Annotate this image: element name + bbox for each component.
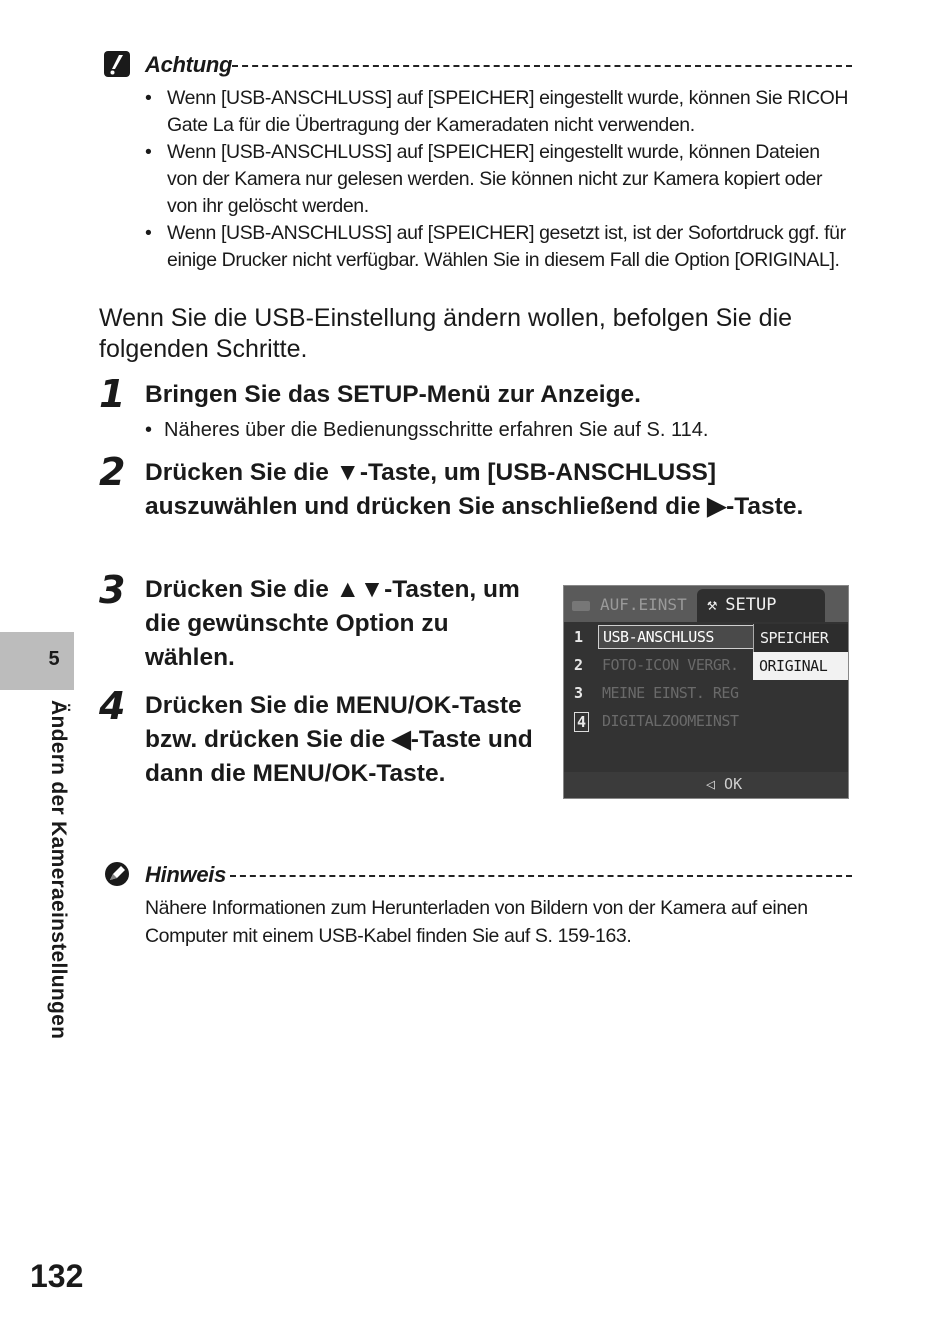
step-number: 4 [99, 684, 126, 728]
tab-auf-einst [572, 592, 700, 618]
hinweis-text: Nähere Informationen zum Herunterladen von Bildern von der Kamera auf einen Computer mit einem USB-Kabel finden Sie auf S. 159-163. [145, 897, 808, 947]
menu-row [564, 708, 848, 736]
step-subtext: • Näheres über die Bedienungsschritte erfahren Sie auf S. 114. [145, 417, 708, 443]
list-item: • Wenn [USB-ANSCHLUSS] auf [SPEICHER] eingestellt wurde, können Sie RICOH Gate La für die Übertragung der Kameradaten nicht verwenden. [145, 85, 850, 139]
list-item: • Wenn [USB-ANSCHLUSS] auf [SPEICHER] eingestellt wurde, können Dateien von der Kamera nur gelesen werden. Sie können nicht zur Kamera kopiert oder von ihr gelöscht werden. [145, 139, 850, 220]
ok-hint: ◁ OK [706, 775, 743, 793]
achtung-title: Achtung [145, 52, 233, 77]
step-number: 3 [99, 568, 126, 612]
step-number: 1 [99, 372, 126, 416]
step-text: Bringen Sie das SETUP-Menü zur Anzeige. [145, 381, 641, 408]
achtung-header [104, 51, 852, 79]
list-item: • Wenn [USB-ANSCHLUSS] auf [SPEICHER] gesetzt ist, ist der Sofortdruck ggf. für einige Drucker nicht verfügbar. Wählen Sie in diesem Fall die Option [ORIGINAL]. [145, 220, 850, 274]
chapter-number-text: 5 [48, 648, 60, 670]
chapter-title-text: Ändern der Kameraeinstellungen [47, 700, 70, 1040]
intro-text: Wenn Sie die USB-Einstellung ändern wollen, befolgen Sie die folgenden Schritte. [99, 304, 793, 363]
caution-icon [104, 51, 130, 77]
row-label: USB-ANSCHLUSS [598, 625, 754, 649]
achtung-list [145, 85, 850, 274]
step-text: Drücken Sie die MENU/OK-Taste bzw. drücken Sie die ◀-Taste und dann die MENU/OK-Taste. [145, 692, 533, 787]
tab-label: AUF.EINST [600, 595, 687, 614]
option-speicher: SPEICHER [753, 624, 848, 652]
screen-footer [564, 772, 848, 798]
row-label: FOTO-ICON VERGR. [602, 656, 739, 674]
page-number: 132 [30, 1258, 84, 1294]
row-index: 3 [574, 684, 584, 702]
divider [232, 65, 852, 67]
option-list [753, 624, 848, 680]
tab-label: SETUP [725, 595, 777, 615]
wrench-icon: ⚒ [707, 595, 718, 615]
menu-tab-bar [564, 586, 848, 622]
row-label: MEINE EINST. REG [602, 684, 739, 702]
option-original: ORIGINAL [753, 652, 848, 680]
hinweis-title: Hinweis [145, 862, 227, 887]
row-label: DIGITALZOOMEINST [602, 712, 739, 730]
chapter-number [0, 648, 110, 671]
row-index: 1 [574, 628, 584, 646]
camera-icon [572, 601, 590, 611]
menu-row [564, 680, 848, 708]
camera-screen [563, 585, 849, 799]
tab-setup [697, 589, 825, 622]
row-index: 4 [574, 712, 589, 732]
step-text: Drücken Sie die ▲▼-Tasten, um die gewünschte Option zu wählen. [145, 576, 520, 671]
row-index: 2 [574, 656, 584, 674]
step-text: Drücken Sie die ▼-Taste, um [USB-ANSCHLUSS] auszuwählen und drücken Sie anschließend die ▶-Taste. [145, 459, 804, 520]
divider [230, 875, 852, 877]
hinweis-header [104, 861, 852, 889]
note-pencil-icon [104, 861, 130, 887]
step-number: 2 [99, 450, 126, 494]
chapter-title [40, 700, 72, 1110]
